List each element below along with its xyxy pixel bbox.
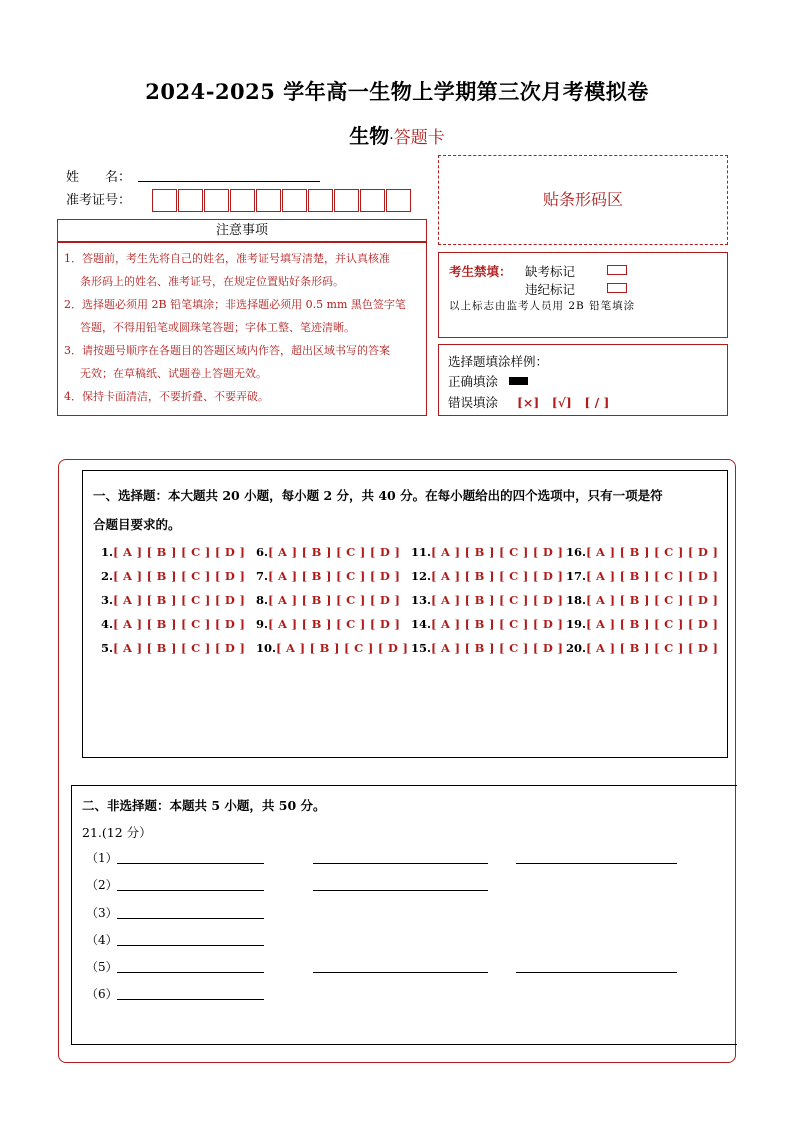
wrong-fill-label: 错误填涂 (448, 395, 499, 410)
answer-blank[interactable] (117, 890, 264, 891)
card-type: 答题卡 (393, 128, 445, 148)
question-number: 9. (256, 617, 269, 631)
section1-title-cont: 合题目要求的。 (93, 517, 181, 532)
name-field[interactable] (138, 181, 320, 182)
answer-options[interactable]: [ A ] [ B ] [ C ] [ D ] (586, 641, 719, 655)
answer-options[interactable]: [ A ] [ B ] [ C ] [ D ] (113, 545, 246, 559)
answer-options[interactable]: [ A ] [ B ] [ C ] [ D ] (113, 569, 246, 583)
answer-blank[interactable] (313, 863, 488, 864)
forbidden-box (438, 252, 728, 338)
answer-options[interactable]: [ A ] [ B ] [ C ] [ D ] (586, 617, 719, 631)
q21-sub-label: （2） (86, 878, 118, 892)
answer-blank[interactable] (117, 945, 264, 946)
absent-label: 缺考标记 (525, 264, 576, 279)
question-number: 19. (566, 617, 587, 631)
answer-options[interactable]: [ A ] [ B ] [ C ] [ D ] (113, 641, 246, 655)
choice-question (411, 545, 563, 559)
answer-blank[interactable] (516, 863, 677, 864)
subtitle-dot: · (389, 131, 394, 147)
question-number: 6. (256, 545, 269, 559)
notice-item: 3．请按题号顺序在各题目的答题区域内作答，超出区域书写的答案 (64, 344, 390, 357)
choice-question (256, 641, 408, 655)
answer-options[interactable]: [ A ] [ B ] [ C ] [ D ] (113, 617, 246, 631)
answer-blank[interactable] (516, 972, 677, 973)
exam-id-digit-box[interactable] (334, 189, 359, 212)
choice-question (411, 593, 563, 607)
barcode-area (438, 155, 728, 245)
notice-title: 注意事项 (215, 223, 268, 238)
question-number: 11. (411, 545, 432, 559)
answer-blank[interactable] (313, 972, 488, 973)
choice-question (566, 545, 718, 559)
choice-question (256, 617, 400, 631)
q21-sub-label: （4） (86, 933, 118, 947)
question-number: 14. (411, 617, 432, 631)
fill-example-title: 选择题填涂样例： (448, 354, 549, 369)
subject-name: 生物 (349, 124, 390, 148)
q21-sub-label: （1） (86, 851, 118, 865)
exam-id-digit-box[interactable] (386, 189, 411, 212)
exam-id-boxes[interactable] (152, 189, 416, 213)
answer-options[interactable]: [ A ] [ B ] [ C ] [ D ] (268, 617, 401, 631)
exam-id-digit-box[interactable] (360, 189, 385, 212)
answer-blank[interactable] (313, 890, 488, 891)
section2-box (71, 785, 737, 1045)
question-number: 4. (101, 617, 114, 631)
violation-label: 违纪标记 (525, 282, 576, 297)
fill-example-box (438, 344, 728, 416)
exam-id-digit-box[interactable] (256, 189, 281, 212)
answer-options[interactable]: [ A ] [ B ] [ C ] [ D ] (268, 593, 401, 607)
choice-question (566, 569, 718, 583)
question-number: 10. (256, 641, 277, 655)
notice-item: 1．答题前，考生先将自己的姓名，准考证号填写清楚，并认真核准 (64, 252, 390, 265)
answer-blank[interactable] (117, 999, 264, 1000)
choice-question (566, 641, 718, 655)
page-title: 2024-2025 学年高一生物上学期第三次月考模拟卷 (145, 79, 649, 104)
q21-sub-label: （3） (86, 906, 118, 920)
violation-mark-box[interactable] (607, 283, 627, 293)
choice-question (256, 569, 400, 583)
choice-question (411, 569, 563, 583)
question-number: 5. (101, 641, 114, 655)
question-number: 15. (411, 641, 432, 655)
question-number: 7. (256, 569, 269, 583)
wrong-fill-samples: [×] [√] [ / ] (517, 395, 610, 410)
answer-options[interactable]: [ A ] [ B ] [ C ] [ D ] (431, 617, 564, 631)
answer-options[interactable]: [ A ] [ B ] [ C ] [ D ] (268, 545, 401, 559)
forbidden-note: 以上标志由监考人员用 2B 铅笔填涂 (449, 300, 636, 312)
choice-question (411, 617, 563, 631)
correct-fill-label: 正确填涂 (448, 374, 499, 389)
exam-id-digit-box[interactable] (204, 189, 229, 212)
question-number: 17. (566, 569, 587, 583)
choice-question (101, 593, 245, 607)
question-number: 16. (566, 545, 587, 559)
section2-title: 二、非选择题：本题共 5 小题，共 50 分。 (82, 798, 326, 813)
answer-options[interactable]: [ A ] [ B ] [ C ] [ D ] (268, 569, 401, 583)
notice-item: 4．保持卡面清洁，不要折叠、不要弄破。 (64, 390, 269, 403)
notice-item: 无效；在草稿纸、试题卷上答题无效。 (80, 367, 267, 380)
notice-item: 答题，不得用铅笔或圆珠笔答题；字体工整、笔迹清晰。 (80, 321, 355, 334)
q21-label: 21.(12 分） (82, 825, 152, 840)
answer-options[interactable]: [ A ] [ B ] [ C ] [ D ] (276, 641, 409, 655)
absent-mark-box[interactable] (607, 265, 627, 275)
section1-box (82, 470, 728, 758)
exam-id-label: 准考证号： (66, 193, 132, 208)
exam-id-digit-box[interactable] (178, 189, 203, 212)
question-number: 3. (101, 593, 114, 607)
answer-options[interactable]: [ A ] [ B ] [ C ] [ D ] (431, 545, 564, 559)
answer-options[interactable]: [ A ] [ B ] [ C ] [ D ] (431, 569, 564, 583)
name-label: 姓 名： (66, 170, 132, 185)
choice-question (101, 545, 245, 559)
question-number: 13. (411, 593, 432, 607)
section1-title: 一、选择题：本大题共 20 小题，每小题 2 分，共 40 分。在每小题给出的四个选项中，只有一项是符 (93, 488, 663, 503)
question-number: 8. (256, 593, 269, 607)
notice-box (57, 242, 427, 416)
choice-question (411, 641, 563, 655)
question-number: 12. (411, 569, 432, 583)
choice-question (101, 641, 245, 655)
answer-options[interactable]: [ A ] [ B ] [ C ] [ D ] (586, 569, 719, 583)
notice-item: 2．选择题必须用 2B 铅笔填涂；非选择题必须用 0.5 mm 黑色签字笔 (64, 298, 406, 311)
exam-id-digit-box[interactable] (282, 189, 307, 212)
q21-sub-label: （5） (86, 960, 118, 974)
notice-item: 条形码上的姓名、准考证号，在规定位置贴好条形码。 (80, 275, 344, 288)
answer-options[interactable]: [ A ] [ B ] [ C ] [ D ] (586, 593, 719, 607)
card-subtitle (0, 120, 794, 149)
answer-blank[interactable] (117, 918, 264, 919)
choice-question (256, 593, 400, 607)
forbidden-label: 考生禁填： (449, 264, 512, 279)
choice-question (256, 545, 400, 559)
q21-sub-label: （6） (86, 987, 118, 1001)
question-number: 20. (566, 641, 587, 655)
answer-blank[interactable] (117, 972, 264, 973)
answer-options[interactable]: [ A ] [ B ] [ C ] [ D ] (431, 593, 564, 607)
notice-header (57, 219, 427, 242)
answer-options[interactable]: [ A ] [ B ] [ C ] [ D ] (586, 545, 719, 559)
question-number: 2. (101, 569, 114, 583)
barcode-label: 贴条形码区 (542, 190, 623, 209)
exam-id-digit-box[interactable] (230, 189, 255, 212)
question-number: 18. (566, 593, 587, 607)
exam-id-digit-box[interactable] (308, 189, 333, 212)
choice-question (566, 617, 718, 631)
correct-fill-sample (509, 377, 528, 385)
answer-blank[interactable] (117, 863, 264, 864)
choice-question (101, 569, 245, 583)
answer-options[interactable]: [ A ] [ B ] [ C ] [ D ] (431, 641, 564, 655)
answer-options[interactable]: [ A ] [ B ] [ C ] [ D ] (113, 593, 246, 607)
question-number: 1. (101, 545, 114, 559)
choice-question (566, 593, 718, 607)
choice-question (101, 617, 245, 631)
exam-id-digit-box[interactable] (152, 189, 177, 212)
